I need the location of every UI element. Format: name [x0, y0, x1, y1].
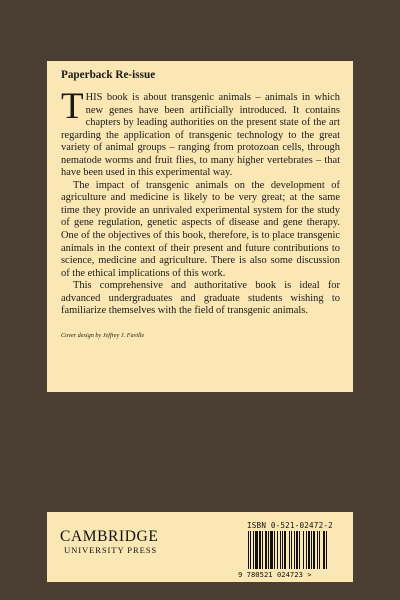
blurb-paragraph-3: This comprehensive and authoritative book is ideal for advanced undergraduates and graduate students wishing to familiarize themselves with the field of transgenic animals. [61, 280, 340, 317]
blurb-paragraph-1 [61, 86, 340, 180]
publisher-subname: UNIVERSITY PRESS [64, 545, 158, 555]
barcode-digits: 9 780521 024723 > [238, 570, 312, 579]
publisher-name: CAMBRIDGE [60, 528, 159, 545]
reissue-heading: Paperback Re-issue [61, 69, 156, 81]
publisher-panel [47, 512, 353, 582]
publisher-logo [60, 528, 182, 555]
isbn-label: ISBN 0-521-02472-2 [247, 521, 333, 530]
drop-cap: T [61, 86, 84, 127]
blurb-paragraph-2: The impact of transgenic animals on the development of agriculture and medicine is likely to be very great; at the same time they provide an unrivaled experimental system for the study of gene regulation, genetic aspects of disease and gene therapy. One of the objectives of this book, therefore, is to place transgenic animals in the context of their present and future contributions to science, medicine and agriculture. There is also some discussion of the ethical implications of this work. [61, 179, 340, 279]
blurb-panel [47, 61, 353, 392]
cover-design-credit: Cover design by Jeffrey J. Faville [61, 331, 145, 339]
barcode-icon [247, 531, 343, 569]
paragraph-1-text: HIS book is about transgenic animals – animals in which new genes have been artificially introduced. It contains chapters by leading authorities on the present state of the art regarding the application of transgenic technology to the great variety of animal groups – ranging from protozoan cells, through nematode worms and fruit flies, to many higher vertebrates – that have been used in this experimental way. [61, 92, 340, 179]
blurb-body [61, 86, 340, 318]
